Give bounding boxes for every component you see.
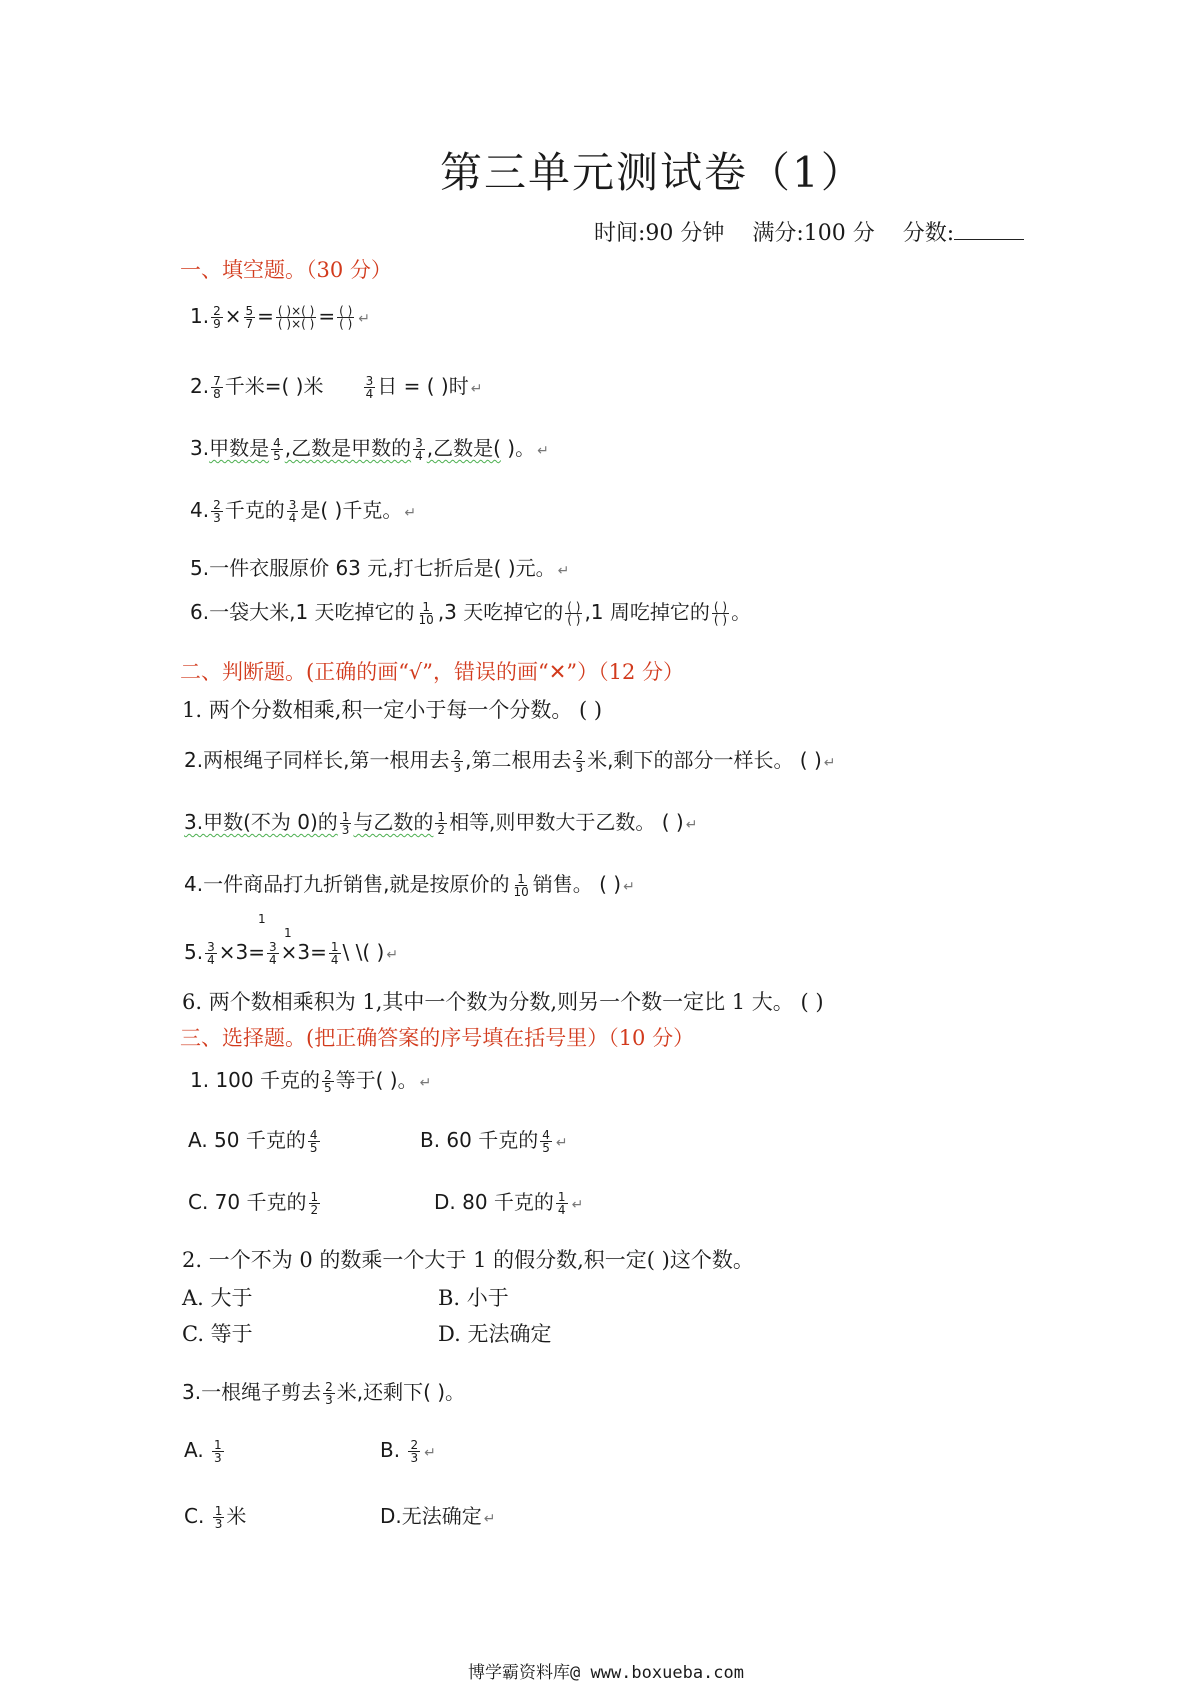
- score-blank[interactable]: [954, 221, 1024, 240]
- section-true-false: 二、判断题。(正确的画“√”，错误的画“✕”）（12 分）: [180, 660, 685, 684]
- choice-3-option-c[interactable]: C. $\frac{1}{3}$ 米: [184, 1504, 247, 1531]
- choice-2-option-d[interactable]: D. 无法确定: [438, 1322, 552, 1346]
- choice-3-option-b[interactable]: B. $\frac{2}{3}$ ↵: [380, 1438, 436, 1465]
- judge-2: 2.两根绳子同样长,第一根用去 $\frac{2}{3}$ ,第二根用去 $\frac{2}{3}$ 米,剩下的部分一样长。 ( ) ↵: [184, 748, 836, 775]
- choice-1-option-b[interactable]: B. 60 千克的 $\frac{4}{5}$ ↵: [420, 1128, 568, 1155]
- choice-1: 1. 100 千克的 $\frac{2}{5}$ 等于( )。 ↵: [190, 1068, 432, 1095]
- judge-3: 3.甲数(不为 0)的 $\frac{1}{3}$ 与乙数的 $\frac{1}{2}$ 相等,则甲数大于乙数。 ( ) ↵: [184, 810, 698, 837]
- section-choice: 三、选择题。(把正确答案的序号填在括号里）（10 分）: [180, 1026, 695, 1050]
- question-6: 6.一袋大米,1 天吃掉它的 $\frac{1}{10}$ ,3 天吃掉它的 $\frac{( )}{( )}$ ,1 周吃掉它的 $\frac{( )}{( )}$ 。: [190, 600, 752, 627]
- full-score-label: 满分:100 分: [752, 221, 875, 246]
- exam-meta: [594, 216, 1024, 247]
- question-3: 3.甲数是 $\frac{4}{5}$ ,乙数是甲数的 $\frac{3}{4}$ ,乙数是( )。 ↵: [190, 436, 549, 463]
- page-title: 第三单元测试卷（1）: [440, 148, 865, 197]
- choice-2: 2. 一个不为 0 的数乘一个大于 1 的假分数,积一定( )这个数。: [182, 1248, 754, 1272]
- question-1: 1. $\frac{2}{9}$ × $\frac{5}{7}$ = $\frac{( )\times( )}{( )\times( )}$ = $\frac{( )}{( )}$ ↵: [190, 304, 371, 331]
- time-label: 时间:90 分钟: [594, 221, 725, 246]
- choice-1-option-c[interactable]: C. 70 千克的 $\frac{1}{2}$: [188, 1190, 319, 1217]
- choice-1-option-d[interactable]: D. 80 千克的 $\frac{1}{4}$ ↵: [434, 1190, 584, 1217]
- choice-3-option-a[interactable]: A. $\frac{1}{3}$: [184, 1438, 222, 1465]
- judge-1: 1. 两个分数相乘,积一定小于每一个分数。 ( ): [182, 698, 603, 722]
- question-2: 2. $\frac{7}{8}$ 千米=( )米 $\frac{3}{4}$ 日 = ( )时 ↵: [190, 374, 483, 401]
- judge-6: 6. 两个数相乘积为 1,其中一个数为分数,则另一个数一定比 1 大。 ( ): [182, 990, 824, 1014]
- choice-2-option-c[interactable]: C. 等于: [182, 1322, 253, 1346]
- choice-3: 3.一根绳子剪去 $\frac{2}{3}$ 米,还剩下( )。: [182, 1380, 466, 1407]
- choice-3-option-d[interactable]: D.无法确定 ↵: [380, 1504, 496, 1528]
- judge-4: 4.一件商品打九折销售,就是按原价的 $\frac{1}{10}$ 销售。 ( ) ↵: [184, 872, 635, 899]
- choice-2-option-a[interactable]: A. 大于: [182, 1286, 253, 1310]
- question-5: 5.一件衣服原价 63 元,打七折后是( )元。 ↵: [190, 556, 570, 580]
- question-4: 4. $\frac{2}{3}$ 千克的 $\frac{3}{4}$ 是( )千克。 ↵: [190, 498, 417, 525]
- choice-2-option-b[interactable]: B. 小于: [438, 1286, 509, 1310]
- section-fill-blank: 一、填空题。（30 分）: [180, 258, 392, 282]
- choice-1-option-a[interactable]: A. 50 千克的 $\frac{4}{5}$: [188, 1128, 318, 1155]
- score-label: 分数:: [902, 221, 955, 246]
- footer-watermark: 博学霸资料库@ www.boxueba.com: [468, 1663, 744, 1683]
